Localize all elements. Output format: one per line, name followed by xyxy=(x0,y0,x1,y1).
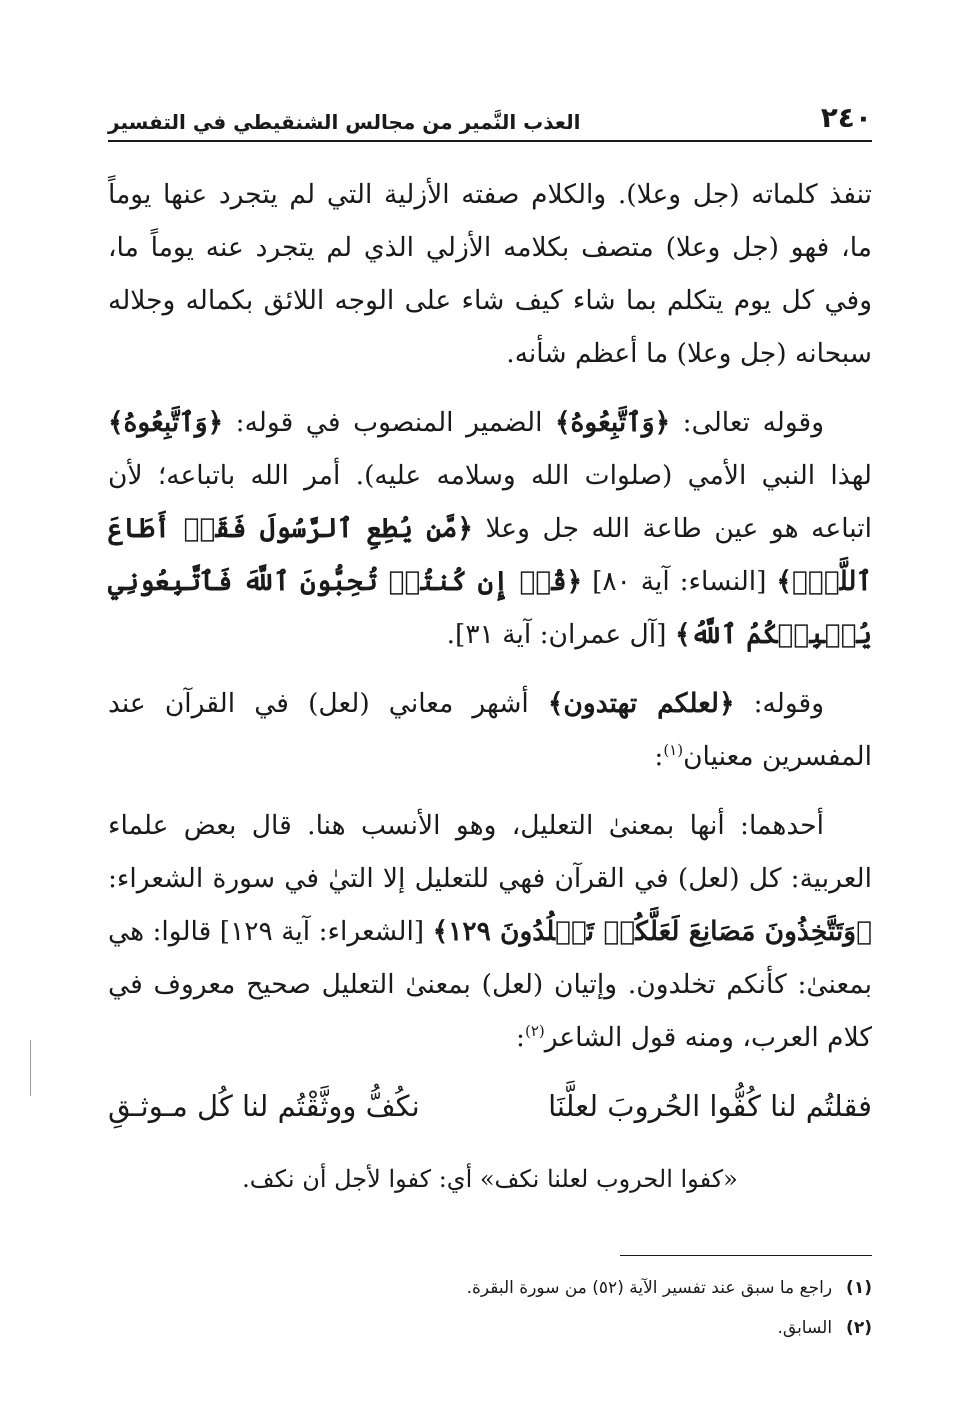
footnote-divider xyxy=(620,1255,872,1256)
quran-verse-3: ﴿مَّن يُطِعِ ٱلرَّسُولَ فَقَدۡ أَطَاعَ ٱللَّهَۖ﴾ xyxy=(108,513,872,597)
footnotes xyxy=(108,1268,872,1348)
quran-verse-1: ﴿وَٱتَّبِعُوهُ﴾ xyxy=(555,407,671,438)
footnote-text: السابق. xyxy=(777,1318,833,1338)
paragraph-2-text-e: [آل عمران: آية ٣١]. xyxy=(446,619,675,650)
paragraph-4 xyxy=(108,799,872,1064)
paragraph-4-text-b: [الشعراء: آية ١٢٩] قالوا: هي بمعنىٰ: كأنكم تخلدون. وإتيان (لعل) بمعنىٰ التعليل صحيح معروف في كلام العرب، ومنه قول الشاعر xyxy=(108,916,872,1053)
paragraph-2 xyxy=(108,396,872,661)
paragraph-1-text: تنفذ كلماته (جل وعلا). والكلام صفته الأزلية التي لم يتجرد عنها يوماً ما، فهو (جل وعلا) متصف بكلامه الأزلي الذي لم يتجرد عنه يوماً ما، وفي كل يوم يتكلم بما شاء كيف شاء على الوجه اللائق بكماله وجلاله سبحانه (جل وعلا) ما أعظم شأنه. xyxy=(108,179,872,369)
quran-verse-4: ﴿قُلۡ إِن كُنتُمۡ تُحِبُّونَ ٱللَّهَ فَٱتَّبِعُونِي يُحۡبِبۡكُمُ ٱللَّهُ﴾ xyxy=(108,566,872,650)
paragraph-2-text-b: الضمير المنصوب في قوله: xyxy=(223,407,555,438)
quran-verse-5: ﴿لعلكم تهتدون﴾ xyxy=(547,688,735,719)
paragraph-2-text-c: لهذا النبي الأمي (صلوات الله وسلامه عليه). أمر الله باتباعه؛ لأن اتباعه هو عين طاعة الله جل وعلا xyxy=(108,460,872,544)
paragraph-3-text-b: أشهر معاني (لعل) في القرآن عند المفسرين معنيان xyxy=(108,688,872,772)
paragraph-1 xyxy=(108,168,872,380)
footnote-text: راجع ما سبق عند تفسير الآية (٥٢) من سورة البقرة. xyxy=(466,1278,833,1298)
poem-hemistich-second: نكُفُّ ووثَّقْتُم لنا كُل مـوثـقِ xyxy=(108,1089,420,1123)
poem-verse xyxy=(108,1080,872,1133)
body-text xyxy=(108,168,872,1222)
footnote-number: (١) xyxy=(846,1278,872,1298)
poem-hemistich-first: فقلتُم لنا كُفُّوا الحُروبَ لعلَّنَا xyxy=(548,1089,872,1123)
footnote-1 xyxy=(108,1268,872,1308)
footnote-ref-2[interactable]: (٢) xyxy=(524,1022,545,1041)
paragraph-3 xyxy=(108,677,872,783)
footnote-number: (٢) xyxy=(846,1318,872,1338)
paragraph-4-text-a: أحدهما: أنها بمعنىٰ التعليل، وهو الأنسب هنا. قال بعض علماء العربية: كل (لعل) في القرآن فهي للتعليل إلا التيٰ في سورة الشعراء: xyxy=(108,810,872,894)
quran-verse-6: ﴿وَتَتَّخِذُونَ مَصَانِعَ لَعَلَّكُمۡ تَخۡلُدُونَ ١٢٩﴾ xyxy=(432,916,873,947)
paragraph-4-text-c: : xyxy=(516,1022,525,1053)
margin-mark xyxy=(30,1040,31,1096)
paragraph-3-text-c: : xyxy=(654,741,664,772)
page-number: ٢٤٠ xyxy=(820,101,872,134)
paragraph-3-text-a: وقوله: xyxy=(734,688,824,719)
running-header xyxy=(108,96,872,142)
paragraph-2-text-d: [النساء: آية ٨٠] xyxy=(582,566,777,597)
footnote-ref-1[interactable]: (١) xyxy=(663,741,684,760)
book-title: العذب النَّمير من مجالس الشنقيطي في التفسير xyxy=(108,110,581,134)
paragraph-2-text-a: وقوله تعالى: xyxy=(670,407,825,438)
quran-verse-2: ﴿وَٱتَّبِعُوهُ﴾ xyxy=(108,407,224,438)
poem-explanation: «كفوا الحروب لعلنا نكف» أي: كفوا لأجل أن نكف. xyxy=(242,1165,738,1193)
footnote-2 xyxy=(108,1308,872,1348)
